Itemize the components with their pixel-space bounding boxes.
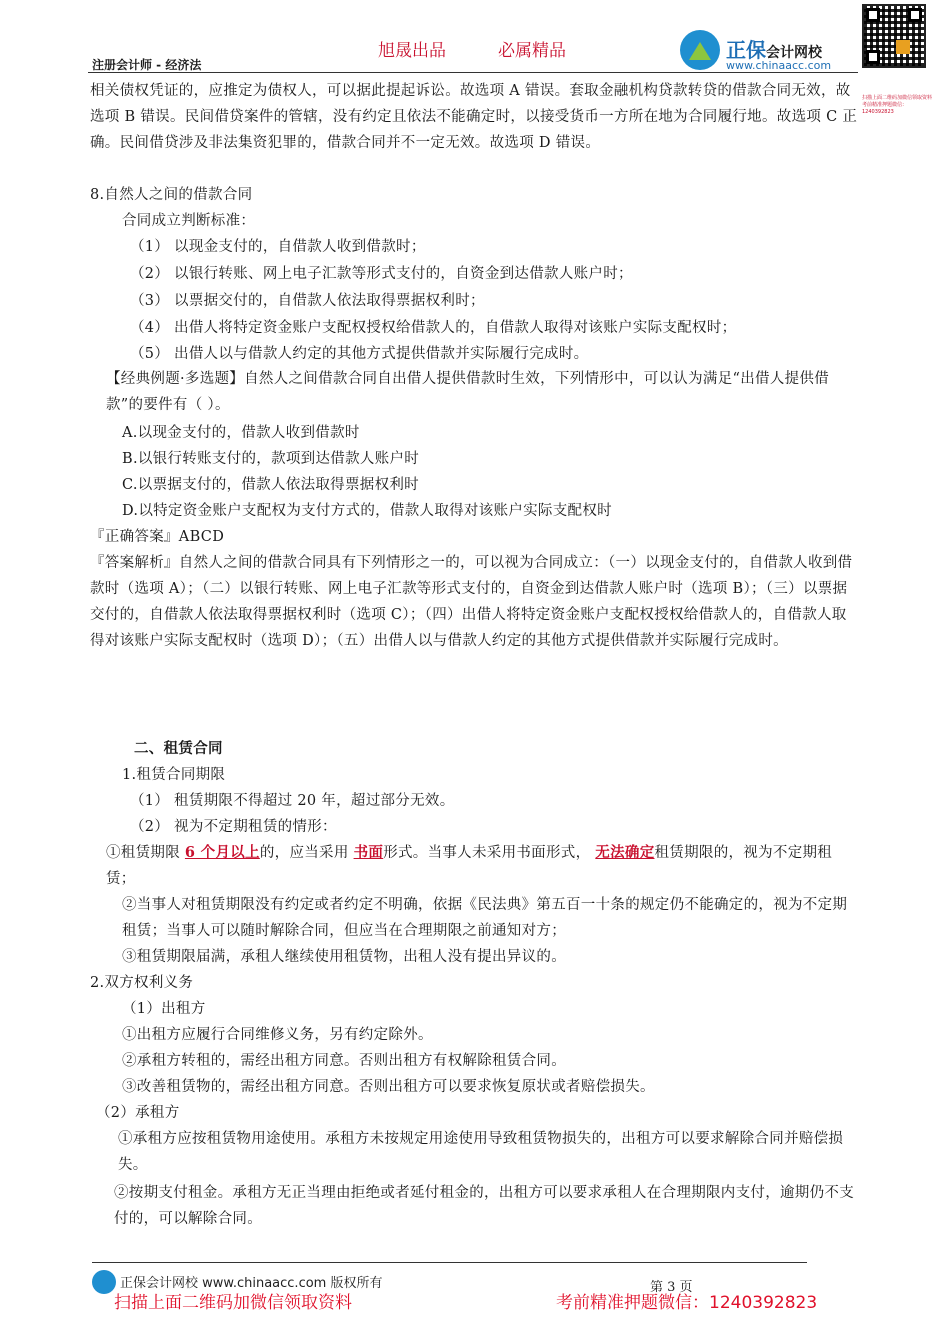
list-item: （1） 租赁期限不得超过 20 年，超过部分无效。 <box>130 793 455 809</box>
list-item: （3） 以票据交付的，自借款人依法取得票据权利时； <box>130 293 485 309</box>
qr-code-icon <box>862 4 926 68</box>
option-a: A.以现金支付的，借款人收到借款时 <box>122 425 360 441</box>
list-item: （5） 出借人以与借款人约定的其他方式提供借款并实际履行完成时。 <box>130 346 589 362</box>
correct-answer: 『正确答案』ABCD <box>90 529 225 545</box>
section-8-subtitle: 合同成立判断标准： <box>122 213 256 229</box>
list-item: （2） 以银行转账、网上电子汇款等形式支付的，自资金到达借款人账户时； <box>130 266 633 282</box>
footer-logo-icon <box>92 1270 116 1294</box>
footer-copyright: 正保会计网校 www.chinaacc.com 版权所有 <box>120 1276 383 1291</box>
logo-url: www.chinaacc.com <box>726 59 832 72</box>
footer-promo-right: 考前精准押题微信：1240392823 <box>556 1293 818 1313</box>
highlight-term: 6 个月以上 <box>184 844 260 861</box>
list-item: （1） 以现金支付的，自借款人收到借款时； <box>130 239 426 255</box>
lease-clause-2: ②当事人对租赁期限没有约定或者约定不明确，依据《民法典》第五百一十条的规定仍不能确定的，视为不定期租赁；当事人可以随时解除合同，但应当在合理期限之前通知对方； <box>122 897 848 939</box>
qr-caption: 扫描上面二维码加微信领取资料 考前精准押题微信：1240392823 <box>862 95 933 115</box>
header-slogan-2: 必属精品 <box>498 41 566 61</box>
logo-mark-icon <box>680 30 720 70</box>
option-d: D.以特定资金账户支配权为支付方式的，借款人取得对该账户实际支配权时 <box>122 503 612 519</box>
lease-section-title: 二、租赁合同 <box>134 740 223 757</box>
option-b: B.以银行转账支付的，款项到达借款人账户时 <box>122 451 420 467</box>
highlight-term: 书面 <box>353 844 384 861</box>
paragraph-intro: 相关债权凭证的，应推定为债权人，可以据此提起诉讼。故选项 A 错误。套取金融机构贷款转贷的借款合同无效，故选项 B 错误。民间借贷案件的管辖，没有约定且依法不能确定时，以接受货币一方所在地为合同履行地。故选项 C 正确。民间借贷涉及非法集资犯罪的，借款合同并不一定无效。故选项 D 错误。 <box>90 83 858 151</box>
list-item: ②承租方转租的，需经出租方同意。否则出租方有权解除租赁合同。 <box>122 1053 566 1069</box>
lease-subsection-2: 2.双方权利义务 <box>90 975 194 991</box>
section-8-title: 8.自然人之间的借款合同 <box>90 187 253 203</box>
qr-badge-icon <box>896 40 910 54</box>
logo-name: 正保会计网校 <box>726 38 822 62</box>
lease-clause-3: ③租赁期限届满，承租人继续使用租赁物，出租人没有提出异议的。 <box>122 949 566 965</box>
brand-logo[interactable] <box>680 28 860 74</box>
list-item: ③改善租赁物的，需经出租方同意。否则出租方可以要求恢复原状或者赔偿损失。 <box>122 1079 655 1095</box>
lessor-heading: （1）出租方 <box>122 1001 206 1017</box>
highlight-term: 无法确定 <box>595 844 655 861</box>
lease-clause-1: ①租赁期限 6 个月以上的，应当采用 书面形式。当事人未采用书面形式， 无法确定租赁期限的，视为不定期租赁； <box>106 844 833 887</box>
answer-analysis: 『答案解析』自然人之间的借款合同具有下列情形之一的，可以视为合同成立：（一）以现金支付的，自借款人收到借款时（选项 A）；（二）以银行转账、网上电子汇款等形式支付的，自资金到达借款人账户时（选项 B）；（三）以票据交付的，自借款人依法取得票据权利时（选项 C）；（四）出借人将特定资金账户支配权授权给借款人的，自借款人取得对该账户实际支配权时（选项 D）；（五）出借人以与借款人约定的其他方式提供借款并实际履行完成时。 <box>90 555 853 649</box>
list-item: （2） 视为不定期租赁的情形： <box>130 819 337 835</box>
lease-subsection-1: 1.租赁合同期限 <box>122 767 226 783</box>
course-title: 注册会计师 - 经济法 <box>92 58 202 72</box>
footer-divider <box>92 1262 807 1263</box>
footer-promo-left: 扫描上面二维码加微信领取资料 <box>114 1293 352 1313</box>
lessee-item-2: ②按期支付租金。承租方无正当理由拒绝或者延付租金的，出租方可以要求承租人在合理期限内支付，逾期仍不支付的，可以解除合同。 <box>114 1185 854 1227</box>
page-number: 第 3 页 <box>650 1280 693 1295</box>
list-item: （4） 出借人将特定资金账户支配权授权给借款人的，自借款人取得对该账户实际支配权时； <box>130 320 737 336</box>
list-item: ①出租方应履行合同维修义务，另有约定除外。 <box>122 1027 433 1043</box>
option-c: C.以票据支付的，借款人依法取得票据权利时 <box>122 477 419 493</box>
lessee-heading: （2）承租方 <box>96 1105 180 1121</box>
example-question: 【经典例题·多选题】自然人之间借款合同自出借人提供借款时生效，下列情形中，可以认为满足“出借人提供借款”的要件有（ ）。 <box>106 371 830 413</box>
lessee-item-1: ①承租方应按租赁物用途使用。承租方未按规定用途使用导致租赁物损失的，出租方可以要求解除合同并赔偿损失。 <box>118 1131 844 1173</box>
header-slogan-1: 旭晟出品 <box>378 41 446 61</box>
